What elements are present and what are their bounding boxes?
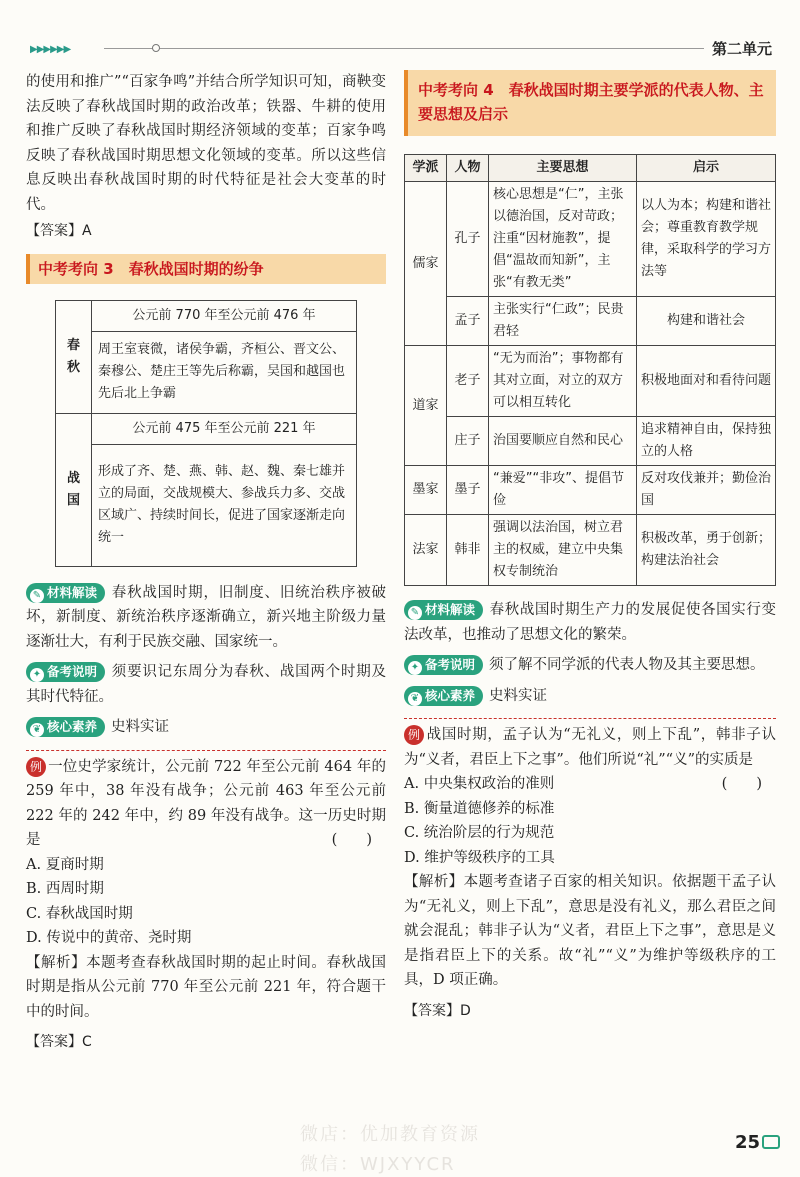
idea-mozi: “兼爱”“非攻”、提倡节俭 <box>489 466 637 515</box>
chunqiu-time: 公元前 770 年至公元前 476 年 <box>92 300 357 331</box>
material-text-right: 春秋战国时期生产力的发展促使各国实行变法改革，也推动了思想文化的繁荣。 <box>404 602 776 643</box>
example-badge-icon: 例 <box>404 725 424 745</box>
person-mozi: 墨子 <box>447 466 489 515</box>
idea-kongzi: 核心思想是“仁”，主张以德治国，反对苛政；注重“因材施教”，提倡“温故而知新”，主张“有教无类” <box>489 182 637 297</box>
material-note <box>26 581 386 655</box>
chunqiu-label: 春秋 <box>56 300 92 413</box>
pencil-icon: ✎ <box>30 589 44 603</box>
prep-text: 须要识记东周分为春秋、战国两个时期及其时代特征。 <box>26 664 386 705</box>
idea-mengzi: 主张实行“仁政”；民贵君轻 <box>489 297 637 346</box>
option-a: A. 夏商时期 <box>26 856 104 873</box>
col-school: 学派 <box>405 155 447 182</box>
right-column <box>404 70 776 1023</box>
unit-title: 第二单元 <box>711 40 772 58</box>
prep-note-right <box>404 653 776 678</box>
book-icon <box>762 1135 780 1149</box>
warring-period-table <box>55 300 357 567</box>
option-d-right: D. 维护等级秩序的工具 <box>404 849 555 866</box>
core-text: 史料实证 <box>111 719 170 735</box>
example-question-right: 例 战国时期，孟子认为“无礼义，则上下乱”，韩非子认为“义者，君臣上下之事”。他们所说“礼”“义”的实质是 ( ) <box>404 723 776 772</box>
material-tag: ✎ 材料解读 <box>26 583 105 603</box>
idea-zhuangzi: 治国要顺应自然和民心 <box>489 417 637 466</box>
prep-text-right: 须了解不同学派的代表人物及其主要思想。 <box>489 657 765 673</box>
pencil-icon: ✎ <box>408 606 422 620</box>
option-d: D. 传说中的黄帝、尧时期 <box>26 930 192 946</box>
option-c-right: C. 统治阶层的行为规范 <box>404 825 555 841</box>
person-zhuangzi: 庄子 <box>447 417 489 466</box>
core-note-right <box>404 684 776 709</box>
zhanguo-desc: 形成了齐、楚、燕、韩、赵、魏、秦七雄并立的局面，交战规模大、参战兵力多、交战区域广、持续时间长，促进了国家逐渐走向统一 <box>92 444 357 566</box>
school-ru: 儒家 <box>405 182 447 346</box>
person-mengzi: 孟子 <box>447 297 489 346</box>
prep-tag: ✦ 备考说明 <box>26 662 105 682</box>
school-dao: 道家 <box>405 346 447 466</box>
option-b-right: B. 衡量道德修养的标准 <box>404 800 555 817</box>
schools-table <box>404 154 776 586</box>
watermark-line-1: 微店：优加教育资源 <box>300 1124 480 1145</box>
analysis-text-right: 【解析】本题考查诸子百家的相关知识。依据题干孟子认为“无礼义，则上下乱”，意思是没有礼义，那么君臣之间就会混乱；韩非子认为“义者，君臣上下之事”，意思是义是指君臣上下的关系。故“礼”“义”为维护等级秩序的工具，D 项正确。 <box>404 874 776 988</box>
watermark <box>300 1120 480 1177</box>
answer-paren: ( ) <box>331 832 372 848</box>
answer-c: 【答案】C <box>26 1034 92 1050</box>
left-column <box>26 70 386 1055</box>
person-hanfei: 韩非 <box>447 515 489 586</box>
leaf-icon: ❦ <box>408 692 422 706</box>
person-laozi: 老子 <box>447 346 489 417</box>
core-tag: ❦ 核心素养 <box>26 717 105 737</box>
intro-paragraph: 的使用和推广”“百家争鸣”并结合所学知识可知，商鞅变法反映了春秋战国时期的政治改革；铁器、牛耕的使用和推广反映了春秋战国时期经济领域的变革；百家争鸣反映了春秋战国时期思想文化领域的变革。所以这些信息反映出春秋战国时期的时代特征是社会大变革的时代。 <box>26 74 386 213</box>
answer-paren-right: ( ) <box>721 776 762 792</box>
zhanguo-label: 战国 <box>56 413 92 566</box>
school-mo: 墨家 <box>405 466 447 515</box>
insight-hanfei: 积极改革，勇于创新；构建法治社会 <box>637 515 776 586</box>
option-b: B. 西周时期 <box>26 881 104 897</box>
insight-mengzi: 构建和谐社会 <box>637 297 776 346</box>
section-banner-4: 中考考向 4 春秋战国时期主要学派的代表人物、主要思想及启示 <box>404 70 776 136</box>
chunqiu-desc: 周王室衰微，诸侯争霸，齐桓公、晋文公、秦穆公、楚庄王等先后称霸，吴国和越国也先后北上争霸 <box>92 331 357 413</box>
material-note-right <box>404 598 776 647</box>
insight-zhuangzi: 追求精神自由，保持独立的人格 <box>637 417 776 466</box>
option-c: C. 春秋战国时期 <box>26 905 133 922</box>
answer-a: 【答案】A <box>26 223 92 239</box>
lightbulb-icon: ✦ <box>408 661 422 675</box>
page-number: 25 <box>735 1132 780 1153</box>
insight-kongzi: 以人为本；构建和谐社会；尊重教育教学规律，采取科学的学习方法等 <box>637 182 776 297</box>
school-fa: 法家 <box>405 515 447 586</box>
analysis-text: 【解析】本题考查春秋战国时期的起止时间。春秋战国时期是指从公元前 770 年至公元前 221 年，符合题干中的时间。 <box>26 954 386 1020</box>
col-insight: 启示 <box>637 155 776 182</box>
core-note <box>26 715 386 740</box>
page-header <box>24 38 776 66</box>
example-divider-right <box>404 718 776 719</box>
core-tag-right: ❦ 核心素养 <box>404 686 483 706</box>
example-badge-icon: 例 <box>26 757 46 777</box>
insight-mozi: 反对攻伐兼并；勤俭治国 <box>637 466 776 515</box>
core-text-right: 史料实证 <box>489 687 548 704</box>
idea-laozi: “无为而治”；事物都有其对立面，对立的双方可以相互转化 <box>489 346 637 417</box>
header-rule <box>104 48 704 49</box>
material-tag-right: ✎ 材料解读 <box>404 600 483 620</box>
prep-tag-right: ✦ 备考说明 <box>404 655 483 675</box>
circle-marker-icon <box>152 44 160 52</box>
option-a-right: A. 中央集权政治的准则 <box>404 776 555 792</box>
answer-d: 【答案】D <box>404 1002 471 1019</box>
watermark-line-2: 微信：WJXYYCR <box>300 1154 456 1175</box>
zhanguo-time: 公元前 475 年至公元前 221 年 <box>92 413 357 444</box>
lightbulb-icon: ✦ <box>30 668 44 682</box>
person-kongzi: 孔子 <box>447 182 489 297</box>
material-text: 春秋战国时期，旧制度、旧统治秩序被破坏，新制度、新统治秩序逐渐确立，新兴地主阶级力量逐渐壮大，有利于民族交融、国家统一。 <box>26 584 386 650</box>
col-person: 人物 <box>447 155 489 182</box>
example-question: 例 一位史学家统计，公元前 722 年至公元前 464 年的 259 年中，38 年没有战争；公元前 463 年至公元前 222 年的 242 年中，约 89 年没有战争。这一历史时期是 ( ) <box>26 755 386 853</box>
leaf-icon: ❦ <box>30 723 44 737</box>
insight-laozi: 积极地面对和看待问题 <box>637 346 776 417</box>
section-banner-3: 中考考向 3 春秋战国时期的纷争 <box>26 254 386 284</box>
idea-hanfei: 强调以法治国，树立君主的权威，建立中央集权专制统治 <box>489 515 637 586</box>
prep-note <box>26 660 386 709</box>
arrow-decoration-icon: ▶▶▶▶▶▶ <box>30 44 71 55</box>
example-divider <box>26 750 386 751</box>
col-idea: 主要思想 <box>489 155 637 182</box>
